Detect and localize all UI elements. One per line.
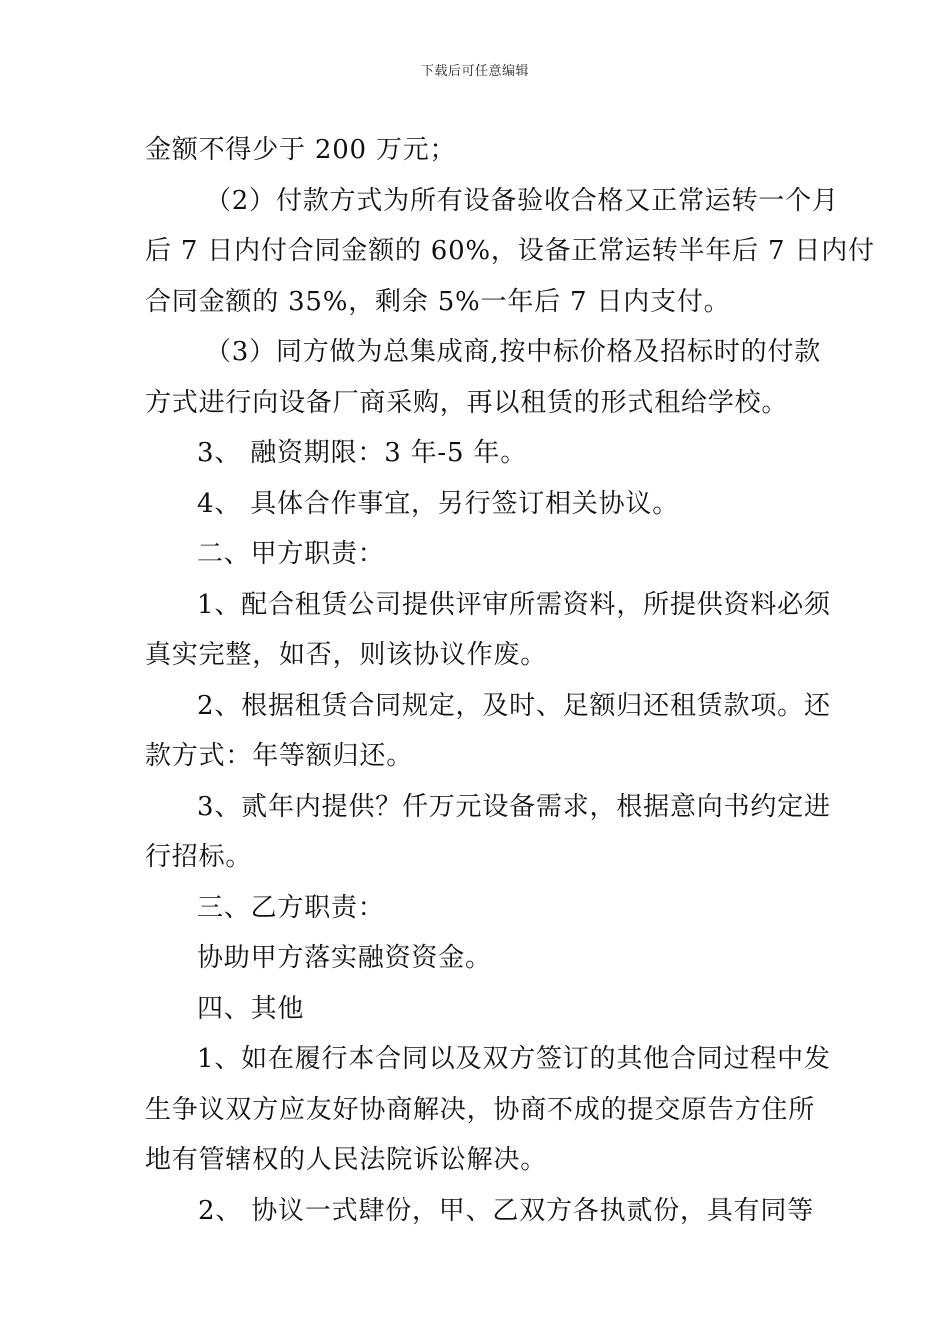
text-line: 4、 具体合作事宜，另行签订相关协议。 [197, 488, 680, 519]
section-heading: 四、其他 [197, 993, 305, 1024]
text-line: 协助甲方落实融资资金。 [197, 943, 492, 973]
text-line: （2）付款方式为所有设备验收合格又正常运转一个月 [205, 185, 839, 216]
text-line: 生争议双方应友好协商解决，协商不成的提交原告方住所 [145, 1094, 816, 1125]
text-line: 1、如在履行本合同以及双方签订的其他合同过程中发 [197, 1044, 831, 1074]
page-header: 下载后可任意编辑 [420, 64, 529, 79]
text-line: 1、配合租赁公司提供评审所需资料，所提供资料必须 [197, 589, 831, 620]
text-line: 方式进行向设备厂商采购，再以租赁的形式租给学校。 [145, 387, 789, 418]
text-line: 真实完整，如否，则该协议作废。 [145, 640, 548, 670]
section-heading: 二、甲方职责： [197, 539, 385, 569]
text-line: 款方式：年等额归还。 [145, 741, 414, 771]
text-line: 地有管辖权的人民法院诉讼解决。 [145, 1145, 548, 1175]
text-line: 3、 融资期限：3 年-5 年。 [197, 438, 528, 468]
text-line: 3、贰年内提供？仟万元设备需求，根据意向书约定进 [197, 791, 831, 822]
text-line: （3）同方做为总集成商,按中标价格及招标时的付款 [205, 337, 822, 367]
text-line: 合同金额的 35%，剩余 5%一年后 7 日内支付。 [145, 286, 731, 317]
text-line: 后 7 日内付合同金额的 60%，设备正常运转半年后 7 日内付 [145, 236, 875, 266]
text-line: 2、根据租赁合同规定，及时、足额归还租赁款项。还 [197, 690, 831, 721]
section-heading: 三、乙方职责： [197, 892, 385, 923]
text-line: 2、 协议一式肆份，甲、乙双方各执贰份，具有同等 [198, 1195, 815, 1226]
text-line: 行招标。 [145, 842, 253, 872]
text-line: 金额不得少于 200 万元； [145, 135, 457, 165]
document-body [145, 125, 875, 1236]
